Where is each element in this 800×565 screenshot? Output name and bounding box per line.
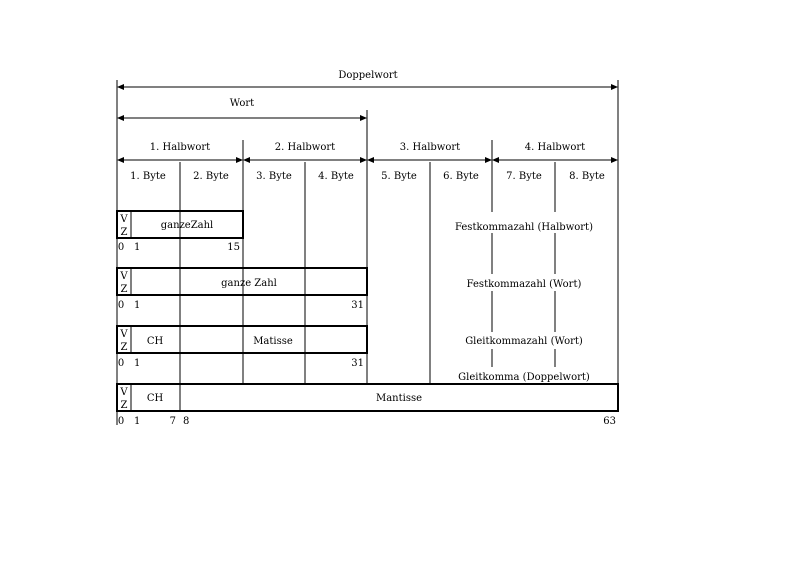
doppelwort-label: Doppelwort	[338, 70, 398, 81]
sign-v: V	[120, 214, 128, 225]
field-characteristic: CH	[146, 393, 164, 404]
byte-label-4: 4. Byte	[318, 171, 354, 182]
wort-label: Wort	[229, 98, 255, 109]
byte-label-5: 5. Byte	[381, 171, 417, 182]
bit-0: 0	[117, 416, 125, 427]
halbwort-label-3: 3. Halbwort	[399, 142, 461, 153]
bit-0: 0	[117, 358, 125, 369]
bit-63: 63	[603, 416, 616, 427]
field-ganze-zahl: ganzeZahl	[160, 220, 214, 231]
halbwort-label-4: 4. Halbwort	[524, 142, 586, 153]
sign-v: V	[120, 329, 128, 340]
description-festkomma-halbwort: Festkommazahl (Halbwort)	[455, 222, 593, 233]
byte-label-2: 2. Byte	[193, 171, 229, 182]
halbwort-label-1: 1. Halbwort	[149, 142, 211, 153]
sign-z: Z	[120, 342, 128, 353]
description-gleitkomma-wort: Gleitkommazahl (Wort)	[465, 336, 583, 347]
byte-label-3: 3. Byte	[256, 171, 292, 182]
byte-label-1: 1. Byte	[130, 171, 166, 182]
byte-label-6: 6. Byte	[443, 171, 479, 182]
bit-1: 1	[134, 300, 141, 311]
field-ganze-zahl: ganze Zahl	[221, 278, 277, 289]
bit-0: 0	[117, 242, 125, 253]
bit-1: 1	[134, 416, 141, 427]
format-festkomma-halbwort	[117, 211, 593, 253]
format-gleitkomma-wort	[117, 326, 583, 369]
sign-v: V	[120, 387, 128, 398]
field-characteristic: CH	[146, 336, 164, 347]
halbwort-label-2: 2. Halbwort	[274, 142, 336, 153]
description-gleitkomma-doppelwort: Gleitkomma (Doppelwort)	[458, 372, 590, 383]
bit-8: 8	[183, 416, 190, 427]
field-mantisse: Mantisse	[375, 393, 423, 404]
byte-label-8: 8. Byte	[569, 171, 605, 182]
bit-31: 31	[351, 300, 364, 311]
bit-1: 1	[134, 242, 141, 253]
bit-31: 31	[351, 358, 364, 369]
bit-7: 7	[169, 416, 176, 427]
sign-z: Z	[120, 400, 128, 411]
field-mantisse: Matisse	[253, 336, 293, 347]
bit-0: 0	[117, 300, 125, 311]
sign-z: Z	[120, 227, 128, 238]
sign-v: V	[120, 271, 128, 282]
byte-label-7: 7. Byte	[506, 171, 542, 182]
description-festkomma-wort: Festkommazahl (Wort)	[466, 279, 582, 290]
bit-1: 1	[134, 358, 141, 369]
bit-15: 15	[227, 242, 240, 253]
sign-z: Z	[120, 284, 128, 295]
format-festkomma-wort	[117, 268, 581, 311]
